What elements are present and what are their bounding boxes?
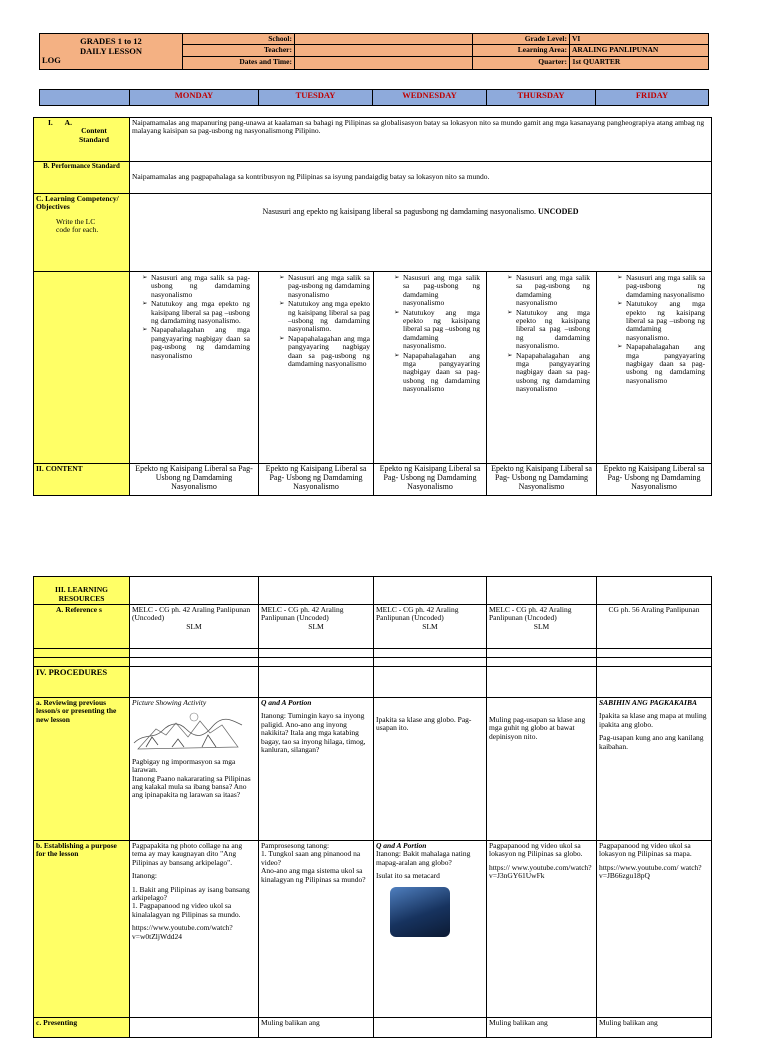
reference-text: MELC - CG ph. 42 Araling Panlipunan (Uncoded) [376,605,459,623]
objectives-wednesday [374,272,487,464]
procedure-a-mon-text2: Itanong Paano nakararating sa Pilipinas ang kalakal mula sa ibang bansa? Ano ang ipinapakita ng larawan sa itaas? [132,773,251,800]
competency-label-cell [34,194,130,272]
resources-blank-tue [259,577,374,605]
competency-code: UNCODED [538,207,579,216]
spacer-cell [597,658,712,667]
procedure-a-thursday [487,698,597,841]
school-label: School: [183,34,295,45]
procedure-b-friday [597,841,712,1018]
content-standard-text-label: Content Standard [78,126,109,144]
procedure-a-fri-text2: Pag-usapan kung ano ang kanilang kaibahan. [599,733,704,751]
dates-field[interactable] [295,56,473,69]
procedure-c-friday: Muling balikan ang [597,1018,712,1038]
objectives-blank [34,272,130,464]
procedure-b-monday [130,841,259,1018]
procedure-a-mon-text1: Pagbigay ng impormasyon sa mga larawan. [132,756,236,775]
procedure-b-label: b. Establishing a purpose for the lesson [34,841,130,1018]
procedure-a-thu-text: Muling pag-usapan sa klase ang mga guhit ng globo at bawat depinisyon nito. [489,715,586,741]
dll-title [40,34,183,70]
procedure-b-mon-text2: Itanong: [132,871,157,881]
procedure-b-tue-text2: 1. Tungkol saan ang pinanood na video? [261,849,361,867]
procedures-blank [259,667,374,698]
content-standard-letter: A. [64,118,72,127]
procedures-blank [597,667,712,698]
procedure-a-friday [597,698,712,841]
content-wednesday: Epekto ng Kaisipang Liberal sa Pag- Usbong ng Damdaming Nasyonalismo [374,464,487,496]
procedures-blank [487,667,597,698]
content-thursday: Epekto ng Kaisipang Liberal sa Pag- Usbong ng Damdaming Nasyonalismo [487,464,597,496]
competency-text: Nasusuri ang epekto ng kaisipang liberal sa pagusbong ng damdaming nasyonalismo. [262,207,537,216]
spacer-cell [130,649,259,658]
content-tuesday: Epekto ng Kaisipang Liberal sa Pag- Usbong ng Damdaming Nasyonalismo [259,464,374,496]
objective-item: ➢ Natutukoy ang mga epekto ng kaisipang liberal sa pag –usbong ng damdaming nasyonalismo. [142,300,250,325]
reference-label: A. Reference s [34,605,130,649]
spacer-cell [374,649,487,658]
performance-standard-label: B. Performance Standard [34,162,130,194]
spacer-cell [487,649,597,658]
procedure-b-mon-text3: 1. Bakit ang Pilipinas ay isang bansang arkipelago? [132,884,250,902]
competency-note: Write the LC code for each. [56,216,99,235]
reference-monday [130,605,259,649]
procedure-a-label: a. Reviewing previous lesson/s or presenting the new lesson [34,698,130,841]
quarter-value[interactable]: 1st QUARTER [570,56,709,69]
objective-item: ➢ Natutukoy ang mga epekto ng kaisipang liberal sa pag –usbong ng damdaming nasyonalismo. [394,309,480,351]
procedure-a-fri-title: SABIHIN ANG PAGKAKAIBA [599,698,697,707]
teacher-field[interactable] [295,45,473,56]
days-bar [39,89,709,106]
header-table [39,33,709,70]
objective-item: ➢ Napapahalagahan ang mga pangyayaring nagbigay daan sa pag-usbong ng damdaming nasyonalismo [142,326,250,360]
grade-label: Grade Level: [473,34,570,45]
objective-item: ➢ Nasusuri ang mga salik sa pag-usbong ng damdaming nasyonalismo [142,274,250,299]
objective-item: ➢ Napapahalagahan ang mga pangyayaring nagbigay daan sa pag-usbong ng damdaming nasyonalismo [507,352,590,394]
area-value[interactable]: ARALING PANLIPUNAN [570,45,709,56]
reference-slm: SLM [308,621,324,631]
procedure-c-wednesday [374,1018,487,1038]
procedure-a-monday [130,698,259,841]
reference-text: MELC - CG ph. 42 Araling Panlipunan (Uncoded) [261,605,344,623]
objectives-tuesday [259,272,374,464]
objective-item: ➢ Nasusuri ang mga salik sa pag-usbong ng damdaming nasyonalismo [507,274,590,308]
procedure-c-tuesday: Muling balikan ang [259,1018,374,1038]
dll-title-line3: LOG [42,55,61,66]
objective-item: ➢ Natutukoy ang mga epekto ng kaisipang liberal sa pag –usbong ng damdaming nasyonalismo. [617,300,705,342]
day-friday: FRIDAY [596,90,709,106]
spacer-cell [597,649,712,658]
spacer-cell [374,658,487,667]
objective-item: ➢ Nasusuri ang mga salik sa pag-usbong ng damdaming nasyonalismo [394,274,480,308]
spacer-cell [487,658,597,667]
teacher-label: Teacher: [183,45,295,56]
procedure-c-monday [130,1018,259,1038]
dll-title-line2: DAILY LESSON [80,45,142,56]
metacard-image [390,887,450,937]
reference-text: MELC - CG ph. 42 Araling Panlipunan (Uncoded) [132,605,251,623]
spacer-row-2 [34,658,130,667]
reference-slm: SLM [422,621,438,631]
procedure-a-tuesday [259,698,374,841]
reference-slm: SLM [186,621,202,631]
objective-item: ➢ Nasusuri ang mga salik sa pag-usbong ng damdaming nasyonalismo [617,274,705,299]
content-monday: Epekto ng Kaisipang Liberal sa Pag- Usbong ng Damdaming Nasyonalismo [130,464,259,496]
grade-value[interactable]: VI [570,34,709,45]
procedure-a-wed-text: Ipakita sa klase ang globo. Pag-usapan ito. [376,715,472,733]
objective-item: ➢ Natutukoy ang mga epekto ng kaisipang liberal sa pag –usbong ng damdaming nasyonalismo. [279,300,370,334]
day-wednesday: WEDNESDAY [373,90,487,106]
quarter-label: Quarter: [473,56,570,69]
reference-thursday [487,605,597,649]
procedure-b-wed-text2: Isulat ito sa metacard [376,871,440,881]
area-label: Learning Area: [473,45,570,56]
school-field[interactable] [295,34,473,45]
procedure-b-thursday [487,841,597,1018]
day-thursday: THURSDAY [487,90,596,106]
objective-item: ➢ Napapahalagahan ang mga pangyayaring nagbigay daan sa pag-usbong ng damdaming nasyonalismo [394,352,480,394]
spacer-cell [259,649,374,658]
objective-item: ➢ Natutukoy ang mga epekto ng kaisipang liberal sa pag –usbong ng damdaming nasyonalismo. [507,309,590,351]
resources-blank-wed [374,577,487,605]
objectives-monday [130,272,259,464]
objective-item: ➢ Nasusuri ang mga salik sa pag-usbong ng damdaming nasyonalismo [279,274,370,299]
objective-item: ➢ Napapahalagahan ang mga pangyayaring nagbigay daan sa pag-usbong ng damdaming nasyonalismo [617,343,705,385]
procedure-c-thursday: Muling balikan ang [487,1018,597,1038]
objectives-friday [597,272,712,464]
days-blank [40,90,130,106]
procedure-b-tue-text1: Pamprosesong tanong: [261,841,330,850]
content-standard-num: I. [48,118,53,127]
day-tuesday: TUESDAY [259,90,373,106]
procedure-b-fri-link[interactable]: https://www.youtube.com/ watch?v=JB66zgu18pQ [599,862,702,881]
content-friday: Epekto ng Kaisipang Liberal sa Pag- Usbong ng Damdaming Nasyonalismo [597,464,712,496]
procedure-b-wednesday [374,841,487,1018]
procedure-b-tuesday [259,841,374,1018]
reference-text: MELC - CG ph. 42 Araling Panlipunan (Uncoded) [489,605,572,623]
procedure-b-thu-link[interactable]: https:// www.youtube.com/watch? v=J3nGY61UwFk [489,862,592,881]
dates-label: Dates and Time: [183,56,295,69]
procedure-a-tue-text: Itanong: Tumingin kayo sa inyong paligid. Ano-ano ang inyong nakikita? Itala ang mga katabing bagay, tao sa inyong hilaga, timog, kanluran, silangan? [261,711,366,754]
reference-friday [597,605,712,649]
resources-blank-fri [597,577,712,605]
procedures-blank [130,667,259,698]
procedures-label: IV. PROCEDURES [34,667,130,698]
procedure-a-fri-text1: Ipakita sa klase ang mapa at muling ipakita ang globo. [599,711,707,729]
spacer-cell [259,658,374,667]
dll-title-line1: GRADES 1 to 12 [80,36,142,47]
procedures-table [33,576,712,1038]
procedure-a-tue-title: Q and A Portion [261,698,312,707]
objectives-table [33,117,712,496]
competency-label: C. Learning Competency/ Objectives [36,194,119,212]
spacer-cell [130,658,259,667]
reference-wednesday [374,605,487,649]
objectives-thursday [487,272,597,464]
reference-text: CG ph. 56 Araling Panlipunan [608,605,700,614]
competency-text-cell [130,194,712,272]
procedure-b-mon-text1: Pagpapakita ng photo collage na ang tema ay may kaugnayan dito "Ang Pilipinas ay bansang arkipelago". [132,841,243,867]
performance-standard-text: Naipamamalas ang pagpapahalaga sa kontribusyon ng Pilipinas sa isyung pandaigdig batay sa lokasyon nito sa mundo. [130,162,712,194]
content-standard-label [34,118,130,162]
resources-blank-thu [487,577,597,605]
resources-label: III. LEARNING RESOURCES [34,577,130,605]
procedure-c-label: c. Presenting [34,1018,130,1038]
procedure-a-mon-title: Picture Showing Activity [132,698,207,707]
content-standard-text: Naipamamalas ang mapanuring pang-unawa at kaalaman sa bahagi ng Pilipinas sa globalisasyon batay sa lokasyon nito sa mundo gamit ang mga kasanayang pangheograpiya atang ambag ng malayang kaisipan sa pag-usbong ng nasyonalismong Pilipino. [130,118,712,162]
procedure-b-wed-text1: Itanong: Bakit mahalaga nating mapag-aralan ang globo? [376,849,471,867]
procedure-b-tue-text3: Ano-ano ang mga sistema ukol sa kinalagyan ng Pilipinas sa mundo? [261,866,366,884]
reference-slm: SLM [533,621,550,631]
objective-item: ➢ Napapahalagahan ang mga pangyayaring nagbigay daan sa pag-usbong ng damdaming nasyonalismo [279,335,370,369]
resources-blank-mon [130,577,259,605]
procedure-b-mon-text4: 1. Pagpapanood ng video ukol sa kinalalagyan ng Pilipinas sa mundo. [132,901,241,919]
content-label: II. CONTENT [34,464,130,496]
procedure-a-wednesday [374,698,487,841]
procedure-b-mon-link[interactable]: https://www.youtube.com/watch?v=w0tZljWdd24 [132,923,233,941]
day-monday: MONDAY [130,90,259,106]
procedure-b-fri-text: Pagpapanood ng video ukol sa lokasyon ng Pilipinas sa mapa. [599,841,692,859]
spacer-row-1 [34,649,130,658]
procedure-b-wed-title: Q and A Portion [376,841,427,850]
reference-tuesday [259,605,374,649]
sketch-illustration [132,709,244,751]
procedures-blank [374,667,487,698]
procedure-b-thu-text: Pagpapanood ng video ukol sa lokasyon ng Pilipinas sa globo. [489,841,583,859]
